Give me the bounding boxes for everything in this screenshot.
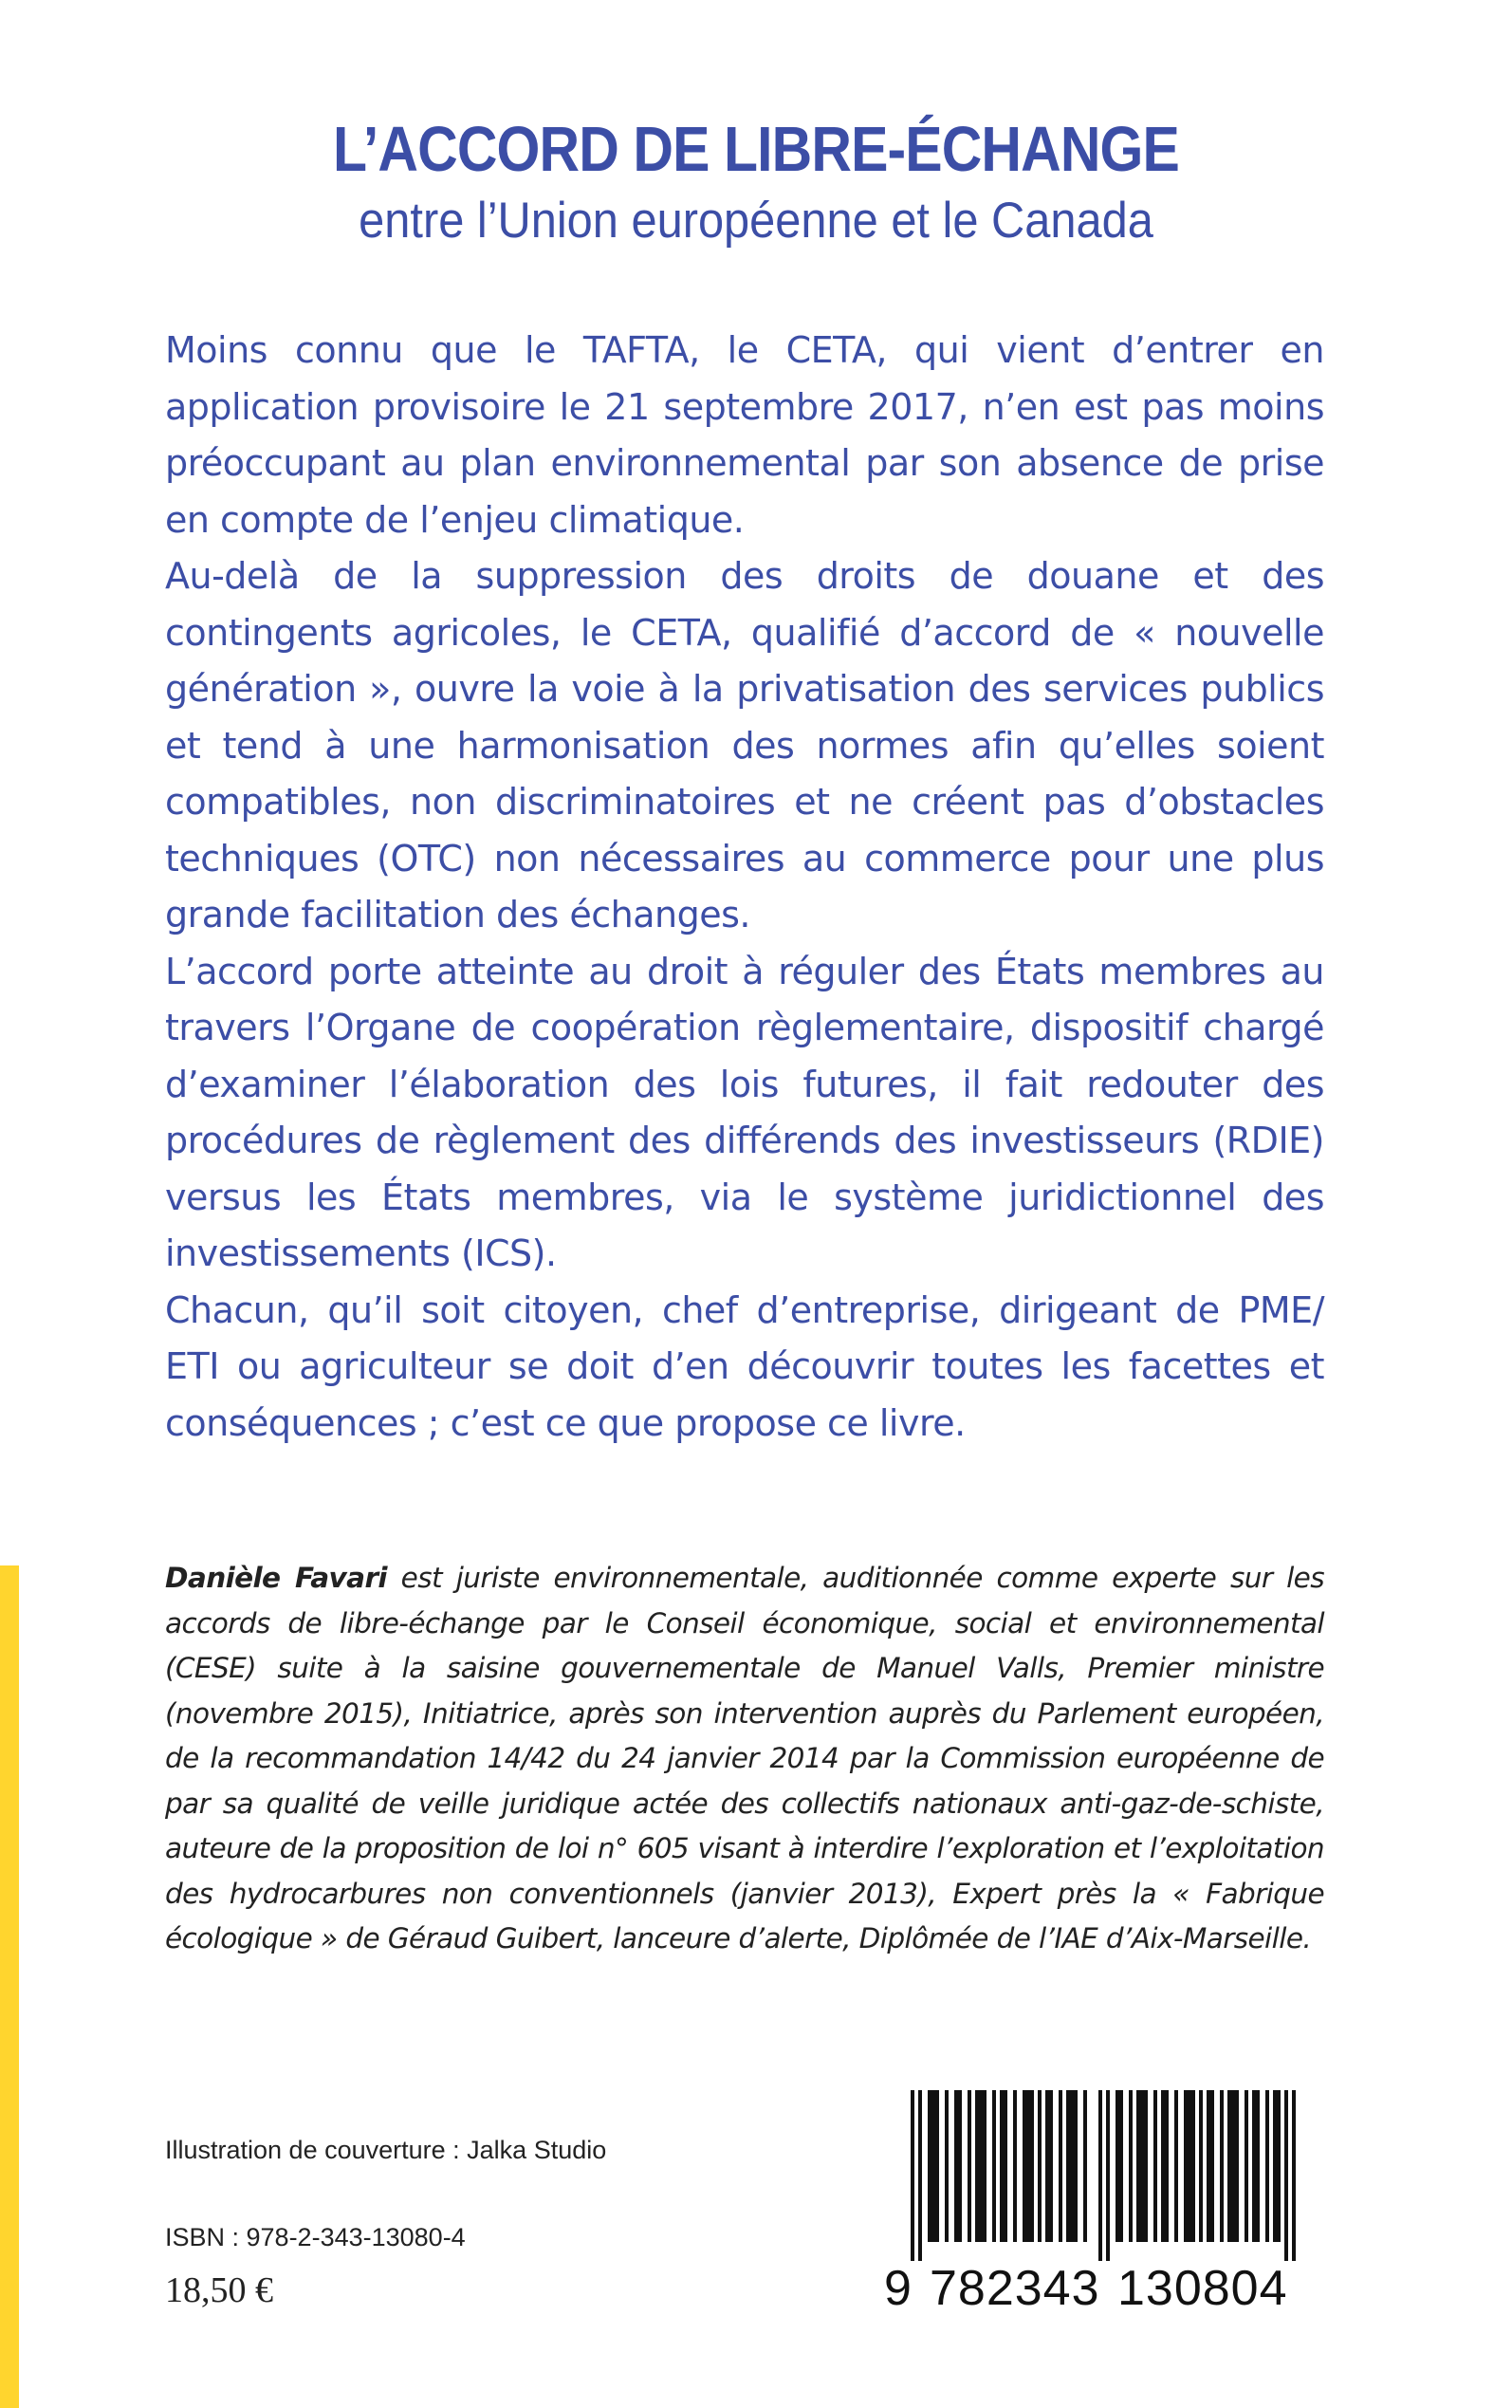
barcode-bar [1106,2090,1110,2261]
summary-paragraph: L’accord porte atteinte au droit à réguler des États membres au travers l’Organe de coopération règlementaire, dispositif chargé d’examiner l’élaboration des lois futures, il fait redouter des procédures de règlement des différends des investisseurs (RDIE) versus les États membres, via le système juridictionnel des investissements (ICS). [165,950,1324,1274]
author-biography [165,1556,1324,1962]
barcode-bar [1066,2090,1078,2242]
barcode-bar [1045,2090,1053,2242]
barcode-bar [1184,2090,1195,2242]
barcode-bar [1136,2090,1148,2242]
barcode-digit-group-right: 130804 [1117,2261,1288,2316]
barcode-bar [992,2090,996,2242]
barcode-digit-prefix: 9 [884,2261,913,2316]
barcode-bar [928,2090,939,2242]
barcode-bar [1220,2090,1224,2242]
barcode-bar [1252,2090,1260,2242]
barcode-bar [1083,2090,1087,2242]
yellow-side-strip [0,1565,19,2408]
barcode-bar [1116,2090,1123,2242]
barcode-bar [1292,2090,1296,2261]
barcode-digits [884,2260,1324,2317]
cover-illustration-credit: Illustration de couverture : Jalka Studio [165,2136,607,2164]
book-subtitle: entre l’Union européenne et le Canada [359,193,1153,249]
barcode-bar [1153,2090,1157,2242]
barcode-bar [918,2090,922,2261]
barcode-bar [1059,2090,1062,2242]
author-name: Danièle Favari [165,1562,387,1594]
summary-paragraph: Moins connu que le TAFTA, le CETA, qui vient d’entrer en application provisoire le 21 septembre 2017, n’en est pas moins préoccupant au plan environnemental par son absence de prise en compte de l’enjeu climatique. [165,329,1324,541]
barcode-bar [1199,2090,1203,2242]
barcode-bar [1129,2090,1133,2242]
barcode-bar [1265,2090,1269,2242]
barcode-bar [1245,2090,1248,2242]
barcode-bar [1161,2090,1169,2242]
barcode-bar [1284,2090,1288,2261]
barcode-bar [968,2090,971,2242]
barcode-bar [1038,2090,1042,2242]
summary-paragraph: Chacun, qu’il soit citoyen, chef d’entreprise, dirigeant de PME/ ETI ou agriculteur se doit d’en découvrir toutes les facettes et conséquences ; c’est ce que propose ce livre. [165,1288,1324,1444]
barcode-bar [1174,2090,1178,2242]
barcode-bar [911,2090,914,2261]
barcode-digit-group-left: 782343 [930,2261,1100,2316]
back-cover-summary [165,323,1324,1452]
barcode-bar [1207,2090,1214,2242]
isbn-number: ISBN : 978-2-343-13080-4 [165,2223,466,2251]
barcode-bar [975,2090,986,2242]
barcode-bar [945,2090,949,2242]
isbn-barcode [884,2090,1324,2261]
author-bio-text: est juriste environnementale, auditionnée comme experte sur les accords de libre-échange par le Conseil économique, social et environnemental (CESE) suite à la saisine gouvernementale de Manuel Valls, Premier ministre (novembre 2015), Initiatrice, après son intervention auprès du Parlement européen, de la recommandation 14/42 du 24 janvier 2014 par la Commission européenne de par sa qualité de veille juridique actée des collectifs nationaux anti-gaz-de-schiste, auteure de la proposition de loi n° 605 visant à interdire l’exploration et l’exploitation des hydrocarbures non conventionnels (janvier 2013), Expert près la « Fabrique écologique » de Géraud Guibert, lanceure d’alerte, Diplômée de l’IAE d’Aix-Marseille. [165,1562,1324,1954]
book-title: L’ACCORD DE LIBRE-ÉCHANGE [333,114,1179,185]
barcode-bar [1000,2090,1007,2242]
book-price: 18,50 € [165,2270,273,2310]
summary-paragraph: Au-delà de la suppression des droits de douane et des contingents agricoles, le CETA, qualifié d’accord de « nouvelle génération », ouvre la voie à la privatisation des services publics et tend à une harmonisation des normes afin qu’elles soient compatibles, non discriminatoires et ne créent pas d’obstacles techniques (OTC) non nécessaires au commerce pour une plus grande facilitation des échanges. [165,555,1324,935]
barcode-bar [1013,2090,1017,2242]
barcode-bar [1227,2090,1239,2242]
barcode-bar [954,2090,962,2242]
barcode-bar [1098,2090,1102,2261]
barcode-bar [1273,2090,1281,2242]
barcode-bar [1023,2090,1034,2242]
